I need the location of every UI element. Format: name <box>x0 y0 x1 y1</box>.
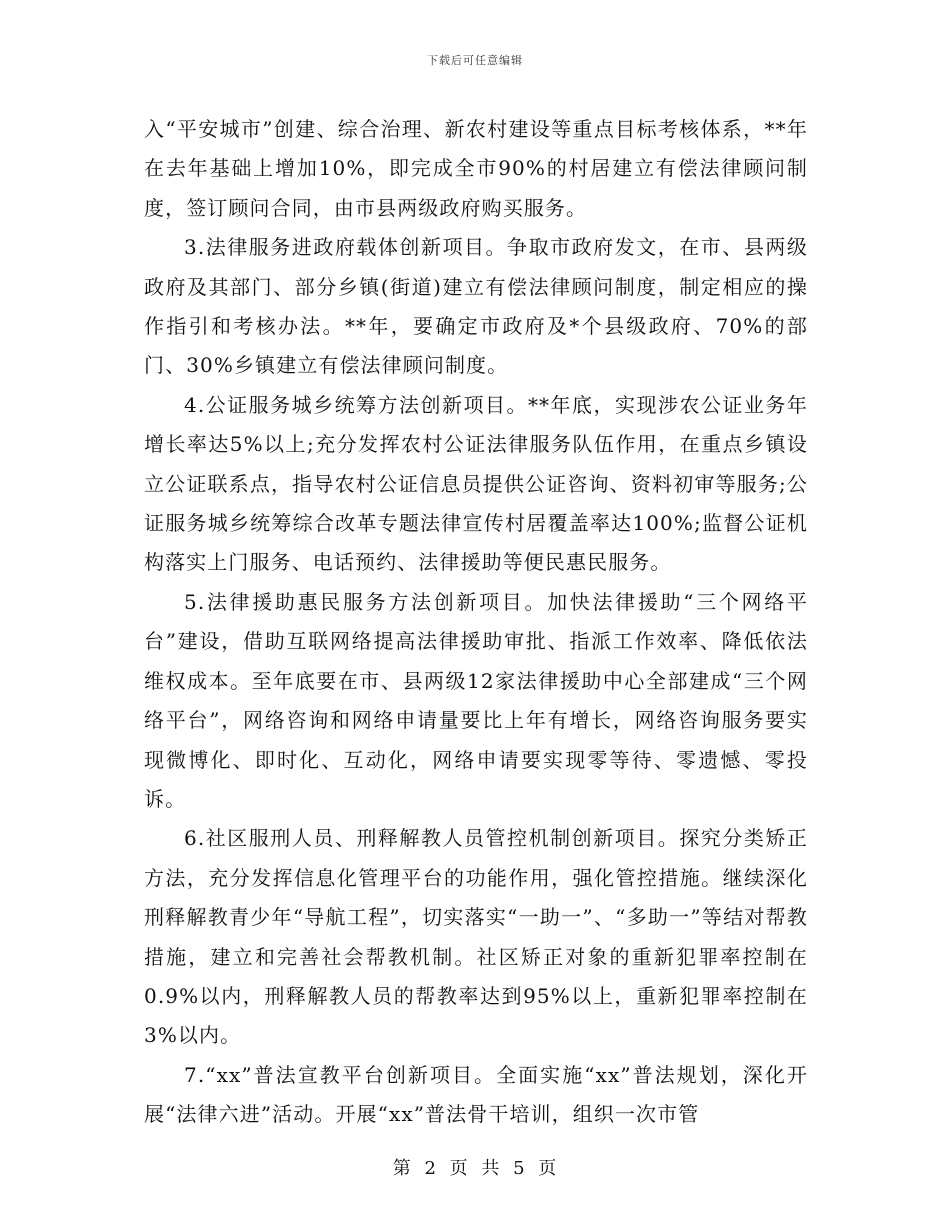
paragraph-item-3: 3.法律服务进政府载体创新项目。争取市政府发文，在市、县两级政府及其部门、部分乡镇(街道)建立有偿法律顾问制度，制定相应的操作指引和考核办法。**年，要确定市政府及*个县级政府、70%的部门、30%乡镇建立有偿法律顾问制度。 <box>144 235 808 378</box>
document-body <box>144 110 808 1135</box>
paragraph-item-5: 5.法律援助惠民服务方法创新项目。加快法律援助“三个网络平台”建设，借助互联网络提高法律援助审批、指派工作效率、降低依法维权成本。至年底要在市、县两级12家法律援助中心全部建成“三个网络平台”，网络咨询和网络申请量要比上年有增长，网络咨询服务要实现微博化、即时化、互动化，网络申请要实现零等待、零遗憾、零投诉。 <box>144 589 808 811</box>
paragraph-continued: 入“平安城市”创建、综合治理、新农村建设等重点目标考核体系，**年在去年基础上增加10%，即完成全市90%的村居建立有偿法律顾问制度，签订顾问合同，由市县两级政府购买服务。 <box>144 117 808 220</box>
paragraph-item-4: 4.公证服务城乡统筹方法创新项目。**年底，实现涉农公证业务年增长率达5%以上;充分发挥农村公证法律服务队伍作用，在重点乡镇设立公证联系点，指导农村公证信息员提供公证咨询、资料初审等服务;公证服务城乡统筹综合改革专题法律宣传村居覆盖率达100%;监督公证机构落实上门服务、电话预约、法律援助等便民惠民服务。 <box>144 392 808 575</box>
paragraph-item-6: 6.社区服刑人员、刑释解教人员管控机制创新项目。探究分类矫正方法，充分发挥信息化管理平台的功能作用，强化管控措施。继续深化刑释解教青少年“导航工程”，切实落实“一助一”、“多助一”等结对帮教措施，建立和完善社会帮教机制。社区矫正对象的重新犯罪率控制在0.9%以内，刑释解教人员的帮教率达到95%以上，重新犯罪率控制在3%以内。 <box>144 826 808 1048</box>
page-number-footer: 第 2 页 共 5 页 <box>392 1158 558 1179</box>
header-note: 下载后可任意编辑 <box>427 54 523 67</box>
paragraph-item-7: 7.“xx”普法宣教平台创新项目。全面实施“xx”普法规划，深化开展“法律六进”活动。开展“xx”普法骨干培训，组织一次市管 <box>144 1062 808 1127</box>
